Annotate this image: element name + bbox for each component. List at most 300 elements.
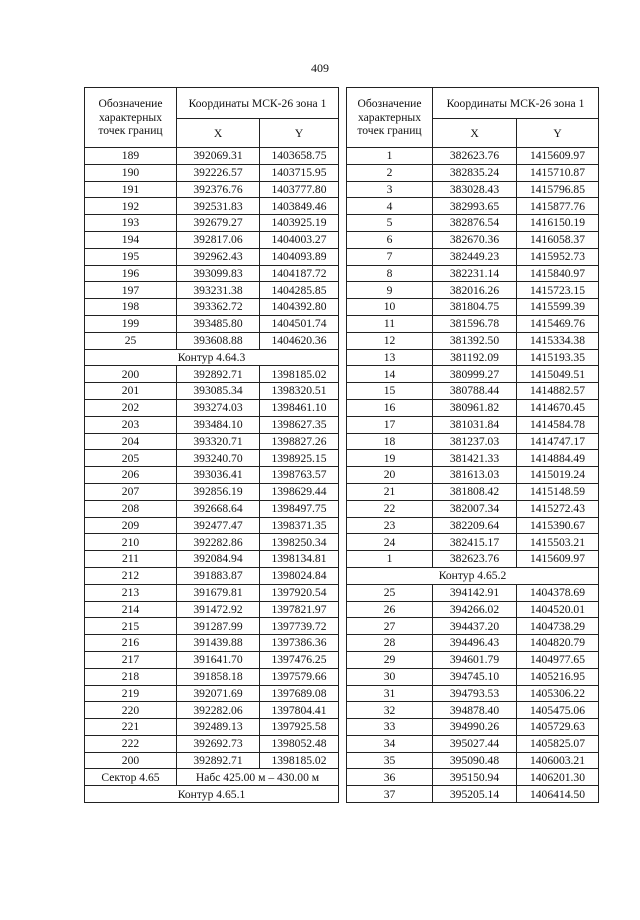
y-coordinate-cell: 1397739.72	[260, 618, 339, 635]
y-coordinate-cell: 1415609.97	[517, 148, 599, 165]
table-row	[85, 651, 339, 668]
x-coordinate-cell: 392892.71	[177, 752, 260, 769]
x-coordinate-cell: 394745.10	[433, 668, 517, 685]
y-coordinate-cell: 1406201.30	[517, 769, 599, 786]
point-id-cell: 209	[85, 517, 177, 534]
table-row	[85, 299, 339, 316]
table-row	[85, 315, 339, 332]
point-id-cell: 213	[85, 584, 177, 601]
y-coordinate-cell: 1415148.59	[517, 483, 599, 500]
table-row	[85, 601, 339, 618]
point-id-cell: 217	[85, 651, 177, 668]
point-id-cell: 196	[85, 265, 177, 282]
y-coordinate-cell: 1404003.27	[260, 231, 339, 248]
table-row	[85, 567, 339, 584]
table-row	[347, 752, 599, 769]
point-id-cell: 222	[85, 735, 177, 752]
page-number: 409	[311, 61, 329, 75]
y-coordinate-cell: 1398461.10	[260, 399, 339, 416]
x-coordinate-cell: 382209.64	[433, 517, 517, 534]
point-id-cell: 12	[347, 332, 433, 349]
table-row	[85, 383, 339, 400]
sector-row	[85, 769, 339, 786]
table-row	[347, 399, 599, 416]
x-coordinate-cell: 391641.70	[177, 651, 260, 668]
table-row	[85, 450, 339, 467]
x-coordinate-cell: 392069.31	[177, 148, 260, 165]
x-coordinate-cell: 393085.34	[177, 383, 260, 400]
y-coordinate-cell: 1398627.35	[260, 416, 339, 433]
table-row	[347, 450, 599, 467]
y-coordinate-cell: 1398024.84	[260, 567, 339, 584]
y-coordinate-cell: 1415609.97	[517, 551, 599, 568]
point-id-cell: 192	[85, 198, 177, 215]
y-coordinate-cell: 1397476.25	[260, 651, 339, 668]
point-id-cell: 221	[85, 719, 177, 736]
table-row	[85, 668, 339, 685]
y-coordinate-cell: 1398629.44	[260, 483, 339, 500]
y-column-header: Y	[517, 119, 599, 148]
point-id-cell: 216	[85, 635, 177, 652]
table-row	[347, 769, 599, 786]
y-coordinate-cell: 1415469.76	[517, 315, 599, 332]
table-row	[347, 735, 599, 752]
point-id-cell: 218	[85, 668, 177, 685]
point-id-cell: 34	[347, 735, 433, 752]
x-coordinate-cell: 392071.69	[177, 685, 260, 702]
y-coordinate-cell: 1404285.85	[260, 282, 339, 299]
x-coordinate-cell: 382835.24	[433, 164, 517, 181]
x-coordinate-cell: 382016.26	[433, 282, 517, 299]
point-id-cell: 2	[347, 164, 433, 181]
x-coordinate-cell: 392376.76	[177, 181, 260, 198]
table-row	[347, 215, 599, 232]
x-coordinate-cell: 392084.94	[177, 551, 260, 568]
point-id-cell: 19	[347, 450, 433, 467]
point-id-cell: 28	[347, 635, 433, 652]
x-coordinate-cell: 382007.34	[433, 500, 517, 517]
point-id-cell: 22	[347, 500, 433, 517]
coords-column-header: Координаты МСК-26 зона 1	[177, 88, 339, 119]
y-coordinate-cell: 1406414.50	[517, 786, 599, 803]
x-coordinate-cell: 381392.50	[433, 332, 517, 349]
x-coordinate-cell: 382415.17	[433, 534, 517, 551]
point-id-cell: 18	[347, 433, 433, 450]
point-id-cell: 214	[85, 601, 177, 618]
point-id-cell: 193	[85, 215, 177, 232]
x-coordinate-cell: 393484.10	[177, 416, 260, 433]
x-coordinate-cell: 392226.57	[177, 164, 260, 181]
point-id-cell: 199	[85, 315, 177, 332]
table-row	[85, 282, 339, 299]
table-row	[85, 483, 339, 500]
point-id-cell: 37	[347, 786, 433, 803]
x-coordinate-cell: 395027.44	[433, 735, 517, 752]
point-id-cell: 1	[347, 551, 433, 568]
y-coordinate-cell: 1397689.08	[260, 685, 339, 702]
table-row	[347, 282, 599, 299]
point-id-cell: 25	[347, 584, 433, 601]
y-coordinate-cell: 1414670.45	[517, 399, 599, 416]
y-coordinate-cell: 1397821.97	[260, 601, 339, 618]
table-row	[85, 735, 339, 752]
table-row	[347, 668, 599, 685]
point-id-cell: 215	[85, 618, 177, 635]
x-column-header: X	[177, 119, 260, 148]
y-coordinate-cell: 1414584.78	[517, 416, 599, 433]
y-coordinate-cell: 1415049.51	[517, 366, 599, 383]
sector-label: Сектор 4.65	[85, 769, 177, 786]
table-row	[347, 483, 599, 500]
y-coordinate-cell: 1415503.21	[517, 534, 599, 551]
right-table-body	[347, 148, 599, 803]
left-table-body	[85, 148, 339, 803]
point-id-cell: 8	[347, 265, 433, 282]
y-coordinate-cell: 1404187.72	[260, 265, 339, 282]
x-coordinate-cell: 393362.72	[177, 299, 260, 316]
table-row	[85, 635, 339, 652]
x-coordinate-cell: 394142.91	[433, 584, 517, 601]
point-id-cell: 189	[85, 148, 177, 165]
x-coordinate-cell: 394878.40	[433, 702, 517, 719]
table-row	[347, 500, 599, 517]
x-coordinate-cell: 391287.99	[177, 618, 260, 635]
x-coordinate-cell: 380999.27	[433, 366, 517, 383]
x-coordinate-cell: 394266.02	[433, 601, 517, 618]
table-row	[85, 164, 339, 181]
point-id-cell: 32	[347, 702, 433, 719]
table-row	[347, 685, 599, 702]
contour-label: Контур 4.65.2	[347, 567, 599, 584]
table-row	[85, 181, 339, 198]
x-coordinate-cell: 394437.20	[433, 618, 517, 635]
table-row	[85, 231, 339, 248]
x-coordinate-cell: 381613.03	[433, 467, 517, 484]
point-id-cell: 205	[85, 450, 177, 467]
x-column-header: X	[433, 119, 517, 148]
point-id-cell: 200	[85, 752, 177, 769]
x-coordinate-cell: 383028.43	[433, 181, 517, 198]
x-coordinate-cell: 391858.18	[177, 668, 260, 685]
point-id-cell: 25	[85, 332, 177, 349]
x-coordinate-cell: 381192.09	[433, 349, 517, 366]
y-coordinate-cell: 1398320.51	[260, 383, 339, 400]
point-id-cell: 36	[347, 769, 433, 786]
x-coordinate-cell: 393485.80	[177, 315, 260, 332]
point-id-cell: 1	[347, 148, 433, 165]
y-coordinate-cell: 1415796.85	[517, 181, 599, 198]
x-coordinate-cell: 382623.76	[433, 148, 517, 165]
point-id-cell: 191	[85, 181, 177, 198]
y-coordinate-cell: 1398827.26	[260, 433, 339, 450]
point-id-cell: 203	[85, 416, 177, 433]
x-coordinate-cell: 394496.43	[433, 635, 517, 652]
table-row	[85, 416, 339, 433]
contour-section-row	[85, 786, 339, 803]
y-coordinate-cell: 1415599.39	[517, 299, 599, 316]
y-coordinate-cell: 1415723.15	[517, 282, 599, 299]
x-coordinate-cell: 395150.94	[433, 769, 517, 786]
table-row	[85, 752, 339, 769]
point-id-cell: 206	[85, 467, 177, 484]
point-id-cell: 30	[347, 668, 433, 685]
table-row	[347, 786, 599, 803]
y-coordinate-cell: 1403925.19	[260, 215, 339, 232]
y-coordinate-cell: 1414747.17	[517, 433, 599, 450]
y-coordinate-cell: 1414884.49	[517, 450, 599, 467]
point-id-cell: 204	[85, 433, 177, 450]
point-id-cell: 200	[85, 366, 177, 383]
y-coordinate-cell: 1415272.43	[517, 500, 599, 517]
x-coordinate-cell: 394990.26	[433, 719, 517, 736]
point-id-cell: 207	[85, 483, 177, 500]
x-coordinate-cell: 394601.79	[433, 651, 517, 668]
table-row	[85, 467, 339, 484]
point-id-cell: 9	[347, 282, 433, 299]
table-row	[85, 332, 339, 349]
point-id-cell: 5	[347, 215, 433, 232]
x-coordinate-cell: 392668.64	[177, 500, 260, 517]
table-row	[347, 719, 599, 736]
point-id-cell: 23	[347, 517, 433, 534]
table-row	[347, 299, 599, 316]
point-id-cell: 33	[347, 719, 433, 736]
table-row	[347, 315, 599, 332]
y-coordinate-cell: 1404501.74	[260, 315, 339, 332]
point-id-cell: 208	[85, 500, 177, 517]
x-coordinate-cell: 381804.75	[433, 299, 517, 316]
point-id-cell: 29	[347, 651, 433, 668]
y-coordinate-cell: 1398052.48	[260, 735, 339, 752]
point-id-cell: 195	[85, 248, 177, 265]
point-id-cell: 11	[347, 315, 433, 332]
x-coordinate-cell: 393320.71	[177, 433, 260, 450]
point-id-cell: 210	[85, 534, 177, 551]
point-id-cell: 15	[347, 383, 433, 400]
y-coordinate-cell: 1416150.19	[517, 215, 599, 232]
point-id-cell: 16	[347, 399, 433, 416]
x-coordinate-cell: 380961.82	[433, 399, 517, 416]
table-row	[347, 584, 599, 601]
table-row	[347, 651, 599, 668]
x-coordinate-cell: 393231.38	[177, 282, 260, 299]
x-coordinate-cell: 391679.81	[177, 584, 260, 601]
table-row	[85, 618, 339, 635]
point-id-cell: 31	[347, 685, 433, 702]
x-coordinate-cell: 392817.06	[177, 231, 260, 248]
x-coordinate-cell: 393274.03	[177, 399, 260, 416]
point-id-cell: 194	[85, 231, 177, 248]
x-coordinate-cell: 394793.53	[433, 685, 517, 702]
table-row	[347, 467, 599, 484]
table-row	[347, 517, 599, 534]
x-coordinate-cell: 393240.70	[177, 450, 260, 467]
table-row	[347, 148, 599, 165]
x-coordinate-cell: 393036.41	[177, 467, 260, 484]
table-row	[347, 366, 599, 383]
y-coordinate-cell: 1398134.81	[260, 551, 339, 568]
point-id-cell: 6	[347, 231, 433, 248]
table-row	[85, 148, 339, 165]
y-coordinate-cell: 1397804.41	[260, 702, 339, 719]
x-coordinate-cell: 382670.36	[433, 231, 517, 248]
y-coordinate-cell: 1415877.76	[517, 198, 599, 215]
coords-column-header: Координаты МСК-26 зона 1	[433, 88, 599, 119]
table-row	[347, 702, 599, 719]
point-id-cell: 220	[85, 702, 177, 719]
y-coordinate-cell: 1397579.66	[260, 668, 339, 685]
y-coordinate-cell: 1406003.21	[517, 752, 599, 769]
point-id-cell: 202	[85, 399, 177, 416]
x-coordinate-cell: 393608.88	[177, 332, 260, 349]
table-row	[85, 685, 339, 702]
table-row	[347, 618, 599, 635]
table-row	[85, 534, 339, 551]
y-coordinate-cell: 1398925.15	[260, 450, 339, 467]
x-coordinate-cell: 392962.43	[177, 248, 260, 265]
contour-section-row	[347, 567, 599, 584]
point-id-cell: 190	[85, 164, 177, 181]
table-row	[85, 500, 339, 517]
sector-height-range: Набс 425.00 м – 430.00 м	[177, 769, 339, 786]
y-coordinate-cell: 1405216.95	[517, 668, 599, 685]
y-coordinate-cell: 1405475.06	[517, 702, 599, 719]
y-coordinate-cell: 1398250.34	[260, 534, 339, 551]
x-coordinate-cell: 392692.73	[177, 735, 260, 752]
table-row	[85, 702, 339, 719]
x-coordinate-cell: 381237.03	[433, 433, 517, 450]
y-coordinate-cell: 1415710.87	[517, 164, 599, 181]
point-id-cell: 219	[85, 685, 177, 702]
x-coordinate-cell: 381031.84	[433, 416, 517, 433]
table-row	[347, 198, 599, 215]
table-row	[347, 181, 599, 198]
table-row	[85, 433, 339, 450]
point-id-cell: 7	[347, 248, 433, 265]
y-coordinate-cell: 1404620.36	[260, 332, 339, 349]
y-coordinate-cell: 1397920.54	[260, 584, 339, 601]
x-coordinate-cell: 392282.06	[177, 702, 260, 719]
point-id-cell: 17	[347, 416, 433, 433]
point-id-cell: 13	[347, 349, 433, 366]
y-coordinate-cell: 1415952.73	[517, 248, 599, 265]
point-id-cell: 212	[85, 567, 177, 584]
y-coordinate-cell: 1397386.36	[260, 635, 339, 652]
y-coordinate-cell: 1398497.75	[260, 500, 339, 517]
point-id-cell: 3	[347, 181, 433, 198]
table-row	[347, 349, 599, 366]
point-id-cell: 14	[347, 366, 433, 383]
x-coordinate-cell: 392477.47	[177, 517, 260, 534]
point-id-cell: 197	[85, 282, 177, 299]
y-column-header: Y	[260, 119, 339, 148]
contour-label: Контур 4.64.3	[85, 349, 339, 366]
y-coordinate-cell: 1415019.24	[517, 467, 599, 484]
contour-section-row	[85, 349, 339, 366]
point-column-header: Обозначение характерных точек границ	[85, 88, 177, 148]
y-coordinate-cell: 1404738.29	[517, 618, 599, 635]
y-coordinate-cell: 1404520.01	[517, 601, 599, 618]
y-coordinate-cell: 1398371.35	[260, 517, 339, 534]
table-row	[347, 231, 599, 248]
y-coordinate-cell: 1404820.79	[517, 635, 599, 652]
y-coordinate-cell: 1404378.69	[517, 584, 599, 601]
table-row	[85, 719, 339, 736]
left-coordinates-table	[84, 87, 339, 803]
table-row	[85, 198, 339, 215]
table-row	[85, 215, 339, 232]
x-coordinate-cell: 381808.42	[433, 483, 517, 500]
point-id-cell: 21	[347, 483, 433, 500]
y-coordinate-cell: 1416058.37	[517, 231, 599, 248]
y-coordinate-cell: 1405729.63	[517, 719, 599, 736]
x-coordinate-cell: 392282.86	[177, 534, 260, 551]
table-row	[347, 534, 599, 551]
contour-label: Контур 4.65.1	[85, 786, 339, 803]
x-coordinate-cell: 382993.65	[433, 198, 517, 215]
x-coordinate-cell: 391439.88	[177, 635, 260, 652]
x-coordinate-cell: 392679.27	[177, 215, 260, 232]
table-row	[85, 584, 339, 601]
table-row	[85, 248, 339, 265]
table-row	[85, 517, 339, 534]
y-coordinate-cell: 1414882.57	[517, 383, 599, 400]
x-coordinate-cell: 380788.44	[433, 383, 517, 400]
y-coordinate-cell: 1404977.65	[517, 651, 599, 668]
y-coordinate-cell: 1404093.89	[260, 248, 339, 265]
x-coordinate-cell: 392531.83	[177, 198, 260, 215]
point-id-cell: 20	[347, 467, 433, 484]
y-coordinate-cell: 1403849.46	[260, 198, 339, 215]
x-coordinate-cell: 392856.19	[177, 483, 260, 500]
y-coordinate-cell: 1415193.35	[517, 349, 599, 366]
x-coordinate-cell: 392892.71	[177, 366, 260, 383]
x-coordinate-cell: 391883.87	[177, 567, 260, 584]
point-id-cell: 24	[347, 534, 433, 551]
table-row	[85, 265, 339, 282]
table-row	[85, 366, 339, 383]
table-row	[347, 383, 599, 400]
x-coordinate-cell: 382876.54	[433, 215, 517, 232]
y-coordinate-cell: 1403777.80	[260, 181, 339, 198]
table-row	[347, 265, 599, 282]
right-coordinates-table	[346, 87, 599, 803]
point-id-cell: 198	[85, 299, 177, 316]
point-id-cell: 201	[85, 383, 177, 400]
table-row	[347, 551, 599, 568]
y-coordinate-cell: 1397925.58	[260, 719, 339, 736]
y-coordinate-cell: 1415840.97	[517, 265, 599, 282]
y-coordinate-cell: 1405825.07	[517, 735, 599, 752]
y-coordinate-cell: 1398185.02	[260, 366, 339, 383]
x-coordinate-cell: 381421.33	[433, 450, 517, 467]
y-coordinate-cell: 1398763.57	[260, 467, 339, 484]
table-row	[347, 164, 599, 181]
table-row	[347, 433, 599, 450]
y-coordinate-cell: 1404392.80	[260, 299, 339, 316]
point-id-cell: 10	[347, 299, 433, 316]
point-id-cell: 4	[347, 198, 433, 215]
point-id-cell: 27	[347, 618, 433, 635]
table-row	[347, 332, 599, 349]
x-coordinate-cell: 381596.78	[433, 315, 517, 332]
y-coordinate-cell: 1415390.67	[517, 517, 599, 534]
table-row	[347, 635, 599, 652]
x-coordinate-cell: 392489.13	[177, 719, 260, 736]
y-coordinate-cell: 1405306.22	[517, 685, 599, 702]
point-column-header: Обозначение характерных точек границ	[347, 88, 433, 148]
y-coordinate-cell: 1403658.75	[260, 148, 339, 165]
